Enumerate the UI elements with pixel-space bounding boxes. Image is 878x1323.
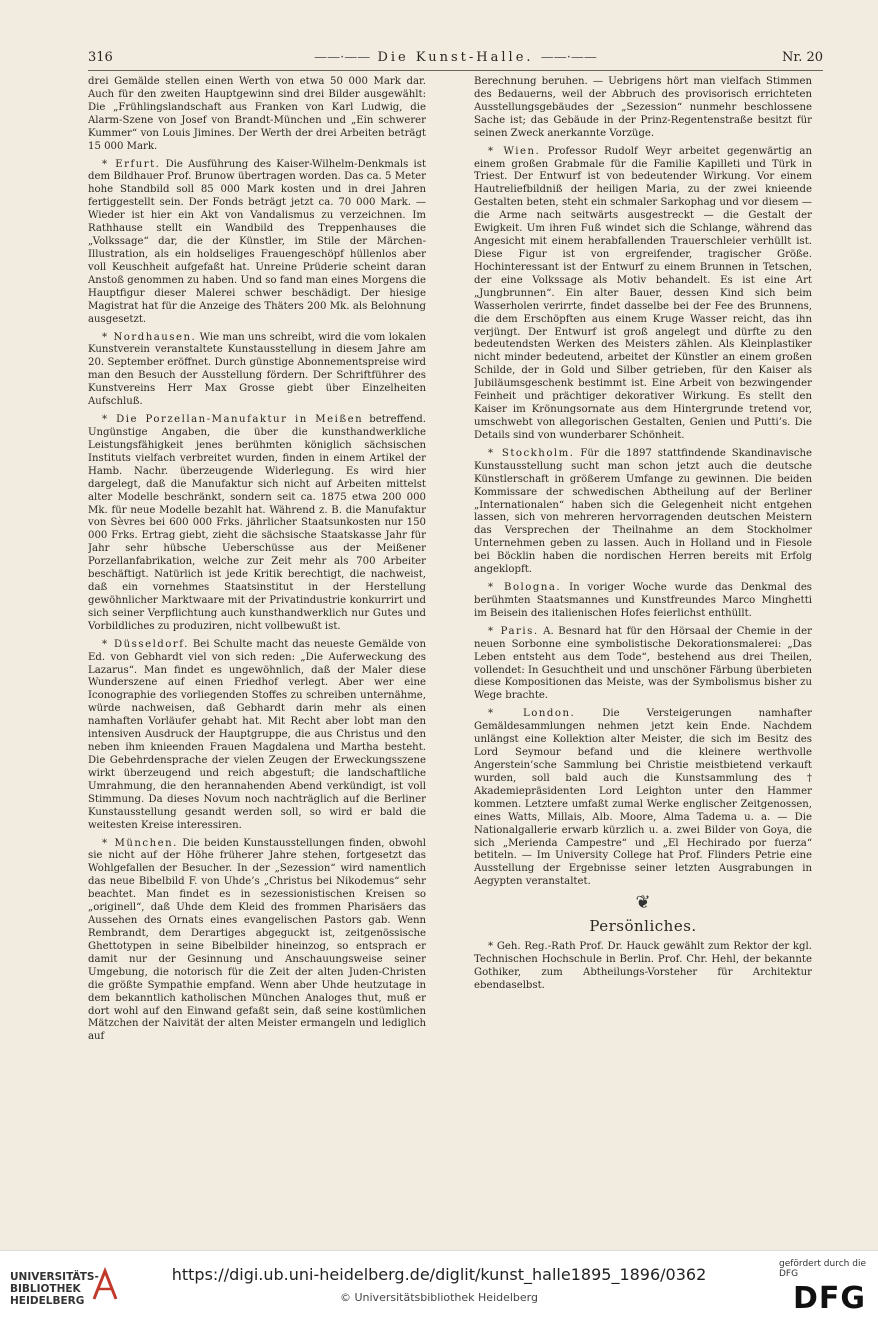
ornament-right-icon: ——·—— [540, 50, 597, 65]
page-number: 316 [88, 50, 113, 65]
copyright: © Universitätsbibliothek Heidelberg [339, 1291, 538, 1304]
header-rule [88, 70, 823, 71]
issue-number: Nr. 20 [782, 50, 823, 65]
journal-title-text: Die Kunst-Halle. [377, 50, 534, 65]
left-column [88, 76, 426, 1191]
running-header [88, 50, 823, 70]
paragraph: * Nordhausen. Wie man uns schreibt, wird die vom lokalen Kunstverein veranstaltete Kunstausstellung in diesem Jahre am 20. September eröffnet. Durch günstige Abonnementspreise wird man den Besuch der Ausstellung fördern. Der Schriftführer des Kunstvereins Herr Max Grosse giebt über Einzelheiten Aufschluß. [88, 331, 426, 408]
library-logo-icon [90, 1267, 120, 1303]
dfg-logo: DFG [792, 1281, 866, 1316]
paragraph: * Düsseldorf. Bei Schulte macht das neueste Gemälde von Ed. von Gebhardt viel von sich reden: „Die Auferweckung des Lazarus“. Man findet es ungewöhnlich, daß der Maler diese Wunderszene auf einen Friedhof verlegt. Aber wer eine Iconographie des vorliegenden Stoffes zu schreiben unternähme, würde nachweisen, daß Gebhardt darin mehr als einen namhaften Vorläufer gehabt hat. Mit Recht aber lobt man den intensiven Ausdruck der Hauptgruppe, die aus Christus und den neben ihm knieenden Frauen Magdalena und Martha besteht. Die Gebehrdensprache der vielen Zeugen der Erweckungsszene wirkt überzeugend und reich abgestuft; die landschaftliche Umrahmung, die den herannahenden Abend verkündigt, ist voll Stimmung. Da dieses Novum noch nachträglich auf die Berliner Kunstausstellung gesandt werden soll, so wird er bald die weitesten Kreise interessiren. [88, 638, 426, 831]
paragraph: * London. Die Versteigerungen namhafter Gemäldesammlungen nehmen jetzt kein Ende. Nachdem unlängst eine Kollektion alter Meister, die sich im Besitz des Lord Seymour befand und die kleinere werthvolle Angerstein’sche Sammlung bei Christie meistbietend verkauft wurden, soll bald auch die Kunstsammlung des † Akademiepräsidenten Lord Leighton unter den Hammer kommen. Letztere umfaßt zumal Werke englischer Zeitgenossen, eines Watts, Millais, Alb. Moore, Alma Tadema u. a. — Die Nationalgallerie erwarb kürzlich u. a. zwei Bilder von Goya, die sich „Merienda Campestre“ und „El Hechirado por fuerza“ betiteln. — Im University College hat Prof. Flinders Petrie eine Ausstellung der Ergebnisse seiner letzten Ausgrabungen in Aegypten veranstaltet. [474, 708, 812, 888]
paragraph: * Bologna. In voriger Woche wurde das Denkmal des berühmten Staatsmannes und Kunstfreundes Marco Minghetti im Beisein des italienischen Hofes feierlichst enthüllt. [474, 582, 812, 619]
paragraph: Berechnung beruhen. — Uebrigens hört man vielfach Stimmen des Bedauerns, weil der Abbruch des provisorisch errichteten Ausstellungsgebäudes der „Sezession“ nunmehr beschlossene Sache ist; das Gebäude in der Prinz-Regentenstraße besitzt für seinen Zweck anerkannte Vorzüge. [474, 76, 812, 139]
paragraph: * Erfurt. Die Ausführung des Kaiser-Wilhelm-Denkmals ist dem Bildhauer Prof. Brunow übertragen worden. Das ca. 5 Meter hohe Standbild soll 85 000 Mark kosten und in drei Jahren fertiggestellt sein. Der Fonds beträgt jetzt ca. 70 000 Mark. — Wieder ist hier ein Akt von Vandalismus zu verzeichnen. Im Rathhause stellt ein Wandbild des Treppenhauses die „Volkssage“ dar, die der Künstler, im Stile der Märchen-Illustration, als ein holdseliges Frauengeschöpf hüllenlos aber voll Keuschheit aufgefaßt hat. Unreine Prüderie scheint daran Anstoß genommen zu haben. Und so fand man eines Morgens die Hauptfigur dieser Malerei schwer beschädigt. Der hiesige Magistrat hat für die Anzeige des Thäters 200 Mk. als Belohnung ausgesetzt. [88, 158, 426, 325]
ornament-left-icon: ——·—— [314, 50, 371, 65]
journal-title [88, 50, 823, 65]
paragraph: * Paris. A. Besnard hat für den Hörsaal der Chemie in der neuen Sorbonne eine symbolistische Dekorationsmalerei: „Das Leben entsteht aus dem Tode“, bestehend aus drei Theilen, vollendet: In Gesuchtheit und und unschöner Färbung überbieten diese Kompositionen das Meiste, was der Symbolismus bisher zu Wege brachte. [474, 625, 812, 702]
library-name: UNIVERSITÄTS- BIBLIOTHEK HEIDELBERG [10, 1271, 99, 1307]
paragraph: * Die Porzellan-Manufaktur in Meißen betreffend. Ungünstige Angaben, die über die kunsthandwerkliche Leistungsfähigkeit jenes berühmten königlich sächsischen Instituts vielfach verbreitet wurden, finden in einem Artikel der Hamb. Nachr. überzeugende Widerlegung. Es wird hier dargelegt, daß die Manufaktur sich nicht auf Arbeiten mittelst alter Modelle beschränkt, sondern seit ca. 1875 etwa 200 000 Mk. für neue Modelle bezahlt hat. Während z. B. die Manufaktur von Sèvres bei 600 000 Frks. jährlicher Staatsunkosten nur 150 000 Frks. Ertrag giebt, zieht die sächsische Staatskasse Jahr für Jahr sehr hübsche Ueberschüsse aus der Meißener Porzellanfabrikation, welche zur Zeit mehr als 700 Arbeiter beschäftigt. Natürlich ist jede Kritik berechtigt, die nachweist, daß ein vornehmes Staatsinstitut in der Herstellung gewöhnlicher Marktwaare mit der Privatindustrie konkurrirt und sich seiner Verpflichtung auch kunsthandwerklich nur Gutes und Vorbildliches zu produziren, nicht vollbewußt ist. [88, 414, 426, 632]
section-heading: Persönliches. [589, 917, 697, 936]
paragraph: * Geh. Reg.-Rath Prof. Dr. Hauck gewählt zum Rektor der kgl. Technischen Hochschule in Berlin. Prof. Chr. Hehl, der bekannte Gothiker, zum Abtheilungs-Vorsteher für Architektur ebendaselbst. [474, 941, 812, 991]
permalink[interactable]: https://digi.ub.uni-heidelberg.de/diglit/kunst_halle1895_1896/0362 [171, 1265, 707, 1284]
paragraph: * München. Die beiden Kunstausstellungen finden, obwohl sie nicht auf der Höhe früherer Jahre stehen, fortgesetzt das Wohlgefallen der Besucher. In der „Sezession“ wird namentlich das neue Bibelbild F. von Uhde’s „Christus bei Nikodemus“ sehr beachtet. Man findet es in sezessionistischen Kreisen so „originell“, daß Uhde dem Kleid des frommen Pharisäers das Aussehen des Ornats eines evangelischen Pastors gab. Wenn Rembrandt, dem Derartiges abgeguckt ist, zeitgenössische Ghettotypen in seine Bibelbilder hineinzog, so entsprach er damit nur der Gesinnung und Anschauungsweise seiner Umgebung, die notorisch für die Zeit der alten Juden-Christen die größte Sympathie empfand. Wenn aber Uhde heutzutage in dem bekanntlich katholischen München Analoges thut, muß er dort wohl auf den Einwand gefaßt sein, daß seine kostümlichen Mätzchen der Naivität der alten Meister ermangeln und lediglich auf [88, 837, 426, 1043]
paragraph: drei Gemälde stellen einen Werth von etwa 50 000 Mark dar. Auch für den zweiten Hauptgewinn sind drei Bilder ausgewählt: Die „Frühlingslandschaft aus Franken von Karl Ludwig, die Alarm-Szene von Josef von Brandt-München und „Ein schwerer Kummer“ von Louis Jimines. Der Werth der drei Arbeiten beträgt 15 000 Mark. [88, 76, 426, 152]
funder-note: gefördert durch die DFG [779, 1259, 866, 1279]
paragraph: * Stockholm. Für die 1897 stattfindende Skandinavische Kunstausstellung sucht man schon jetzt auch die deutsche Künstlerschaft in größerem Umfange zu gewinnen. Die beiden Kommissare der schwedischen Abtheilung auf der Berliner „Internationalen“ haben sich die Gelegenheit nicht entgehen lassen, sich von mehreren hervorragenden deutschen Meistern das Versprechen der Theilnahme an dem Stockholmer Unternehmen geben zu lassen. Auch in Holland und in Fiesole bei Böcklin haben die nordischen Herren bereits mit Erfolg angeklopft. [474, 447, 812, 576]
right-column [474, 76, 812, 1036]
fleuron-icon: ❦ [635, 892, 651, 914]
viewer-footer [0, 1250, 878, 1323]
paragraph: * Wien. Professor Rudolf Weyr arbeitet gegenwärtig an einem großen Grabmale für die Familie Kapilleti und Türk in Triest. Der Entwurf ist von bedeutender Wirkung. Vor einem Hautreliefbildniß der heiligen Maria, zu der zwei knieende Gestalten beten, steht ein schmaler Sarkophag und vor diesem — die Arme nach seitwärts ausgestreckt — die Gestalt der Ewigkeit. Um ihren Fuß windet sich die Schlange, während das Angesicht mit einem herabfallenden Trauerschleier verhüllt ist. Diese Figur ist von ergreifender, tragischer Größe. Hochinteressant ist der Entwurf zu einem Brunnen in Tetschen, der eine Volkssage als Motiv behandelt. Es ist eine Art „Jungbrunnen“. Ein alter Bauer, dessen Kind sich beim Wasserholen verirrte, findet dasselbe bei der Fee des Brunnens, die dem Erschöpften aus einem Kruge Wasser reicht, das ihn verjüngt. Der Entwurf ist groß angelegt und dürfte zu den bedeutendsten Werken des Meisters zählen. Als Kleinplastiker nicht minder bedeutend, arbeitet der Künstler an einem großen Schilde, der in Gold und Silber getrieben, für den Kaiser als Jubiläumsgeschenk bestimmt ist. Eine Arbeit von bezwingender Feinheit und prächtiger dekorativer Wirkung. Es stellt den Kaiser im Krönungsornate aus dem Hintergrunde tretend vor, umschwebt von allegorischen Gestalten, Genien und Putti’s. Die Details sind von wunderbarer Schönheit. [474, 145, 812, 441]
